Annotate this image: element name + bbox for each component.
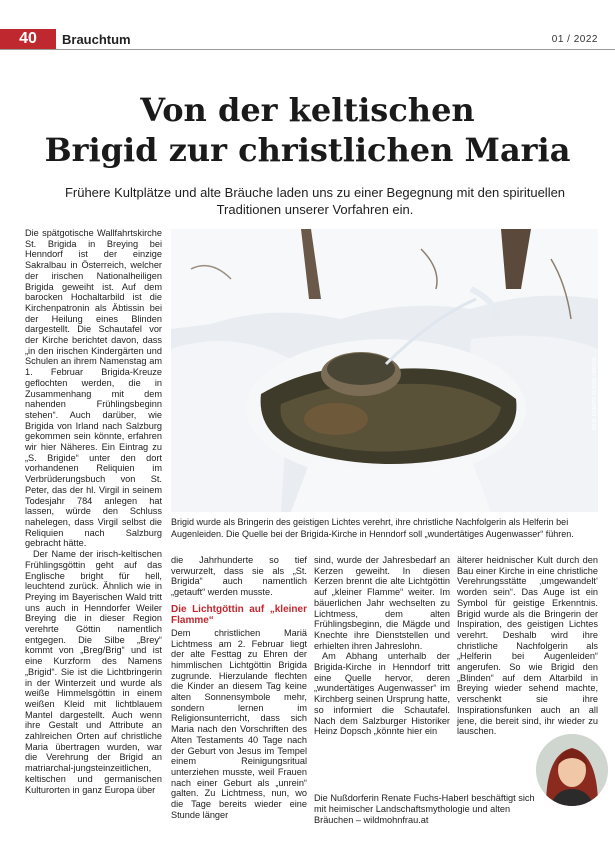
paragraph: sind, wurde der Jahresbedarf an Kerzen geweiht. In diesen Kerzen brennt die alte Lichtgöttin auf „kleiner Flamme“ weiter. Im bäuerlichen Jahr wechselten zu Lichtmess, dem alten Frühlingsbeginn, die Mägde und Knechte ihre Dienststellen und erhielten ihren Jahreslohn. xyxy=(314,555,450,651)
author-note: Die Nußdorferin Renate Fuchs-Haberl beschäftigt sich mit heimischer Landschaftsmythologie und alten Bräuchen – wildmohnfrau.at xyxy=(314,793,535,825)
paragraph: Am Abhang unterhalb der Brigida-Kirche in Henndorf tritt eine Quelle hervor, deren „wundertätiges Augenwasser“ im Kirchberg seinen Ursprung hatte, so informiert die Schautafel. Nach dem Salzburger Historiker Heinz Dopsch „könnte hier ein xyxy=(314,651,450,737)
header-divider xyxy=(0,49,615,50)
section-heading: Die Lichtgöttin auf „kleiner Flamme“ xyxy=(171,603,307,626)
article-headline xyxy=(0,90,615,170)
paragraph: Die spätgotische Wallfahrtskirche St. Brigida in Breying bei Henndorf ist der einzige Sakralbau in Österreich, welcher der irischen Nationalheiligen Brigida geweiht ist. Auf dem barocken Hochaltarbild ist die Kirchenpatronin als Äbtissin bei der Heilung eines Blinden dargestellt. Die Schautafel vor der Kirche berichtet davon, dass „in den irischen Kindergärten und Schulen an ihrem Namenstag am 1. Februar Brigida-Kreuze geflochten werden, die in Zusammenhang mit dem nahenden Frühlingsbeginn stehen“. Auch darüber, wie Brigida von Irland nach Salzburg gekommen sein könnte, erfahren wir hier Näheres. Ein Eintrag zu „S. Brigide“ unter den dort vorhandenen Reliquien im Verbrüderungsbuch von St. Peter, das der hl. Virgil in seinem Todesjahr 784 anlegen hat lassen, würde den Schluss nahelegen, dass Virgil selbst die Reliquien nach Salzburg gebracht hätte. xyxy=(25,228,162,549)
paragraph: Der Name der irisch-keltischen Frühlingsgöttin geht auf das Englische bright für hell, leuchtend zurück. Ähnlich wie in Preying im Bayerischen Wald tritt uns auch in Henndorfer Weiler Breying die in dieser Region verehrte Göttin namentlich entgegen. Die Silbe „Brey“ kommt von „Breg/Brig“ und ist eine Kurzform des Namens „Brigid“. Sie ist die Lichtbringerin in der Winterzeit und wurde als weiße Himmelsgöttin in einem weißen Kleid mit lichtblauem Mantel dargestellt. Auch wenn ihre Gestalt und Attribute an zahlreichen Orten auf christliche Maria übertragen wurden, war die Verehrung der Brigid an matriarchal-jungsteinzeitlichen, keltischen und germanischen Kulturorten in ganz Europa über xyxy=(25,549,162,795)
paragraph: Dem christlichen Mariä Lichtmess am 2. Februar liegt der alte Festtag zu Ehren der himmlischen Lichtgöttin Brigida zugrunde. Hierzulande flechten die Kinder an diesem Tag keine alten Sonnensymbole mehr, sondern lernen im Religionsunterricht, dass sich Maria nach den Vorschriften des Alten Testaments 40 Tage nach der Geburt von Jesus im Tempel einem Reinigungsritual unterziehen musste, weil Frauen nach einer Geburt als „unrein“ galten. Zu Lichtmess, nun, wo die Tage bereits wieder eine Stunde länger xyxy=(171,627,307,820)
author-portrait-illustration xyxy=(536,734,608,806)
article-photo xyxy=(171,229,598,512)
headline-line-2: Brigid zur christlichen Maria xyxy=(44,131,571,169)
text-column-4 xyxy=(457,555,598,737)
spring-photo-illustration xyxy=(171,229,598,512)
photo-credit: BILD: RENATE FUCHS-HABERL xyxy=(592,355,598,430)
text-column-1 xyxy=(25,228,162,795)
page-header xyxy=(0,0,615,48)
section-title: Brauchtum xyxy=(62,32,131,47)
paragraph: älterer heidnischer Kult durch den Bau einer Kirche in eine christliche Verehrungsstätte ‚umgewandelt‘ worden sein“. Das Auge ist ein Symbol für geistige Erkenntnis. Brigid wurde als die Bringerin der Inspiration, des geistigen Lichtes verehrt. Deshalb wird ihre christliche Nachfolgerin als „Helferin bei Augenleiden“ angerufen. So wie Brigid den „Blinden“ auf dem Altarbild in Breying wieder sehend machte, verschenkt sie ihre Inspirationsfunken auch an all jene, die bereit sind, ihr wieder zu lauschen. xyxy=(457,555,598,737)
photo-caption: Brigid wurde als Bringerin des geistigen Lichtes verehrt, ihre christliche Nachfolgerin als Helferin bei Augenleiden. Die Quelle bei der Brigida-Kirche in Henndorf soll „wundertätiges Augenwasser“ führen. xyxy=(171,517,574,539)
page-number: 40 xyxy=(0,29,56,49)
article-subtitle: Frühere Kultplätze und alte Bräuche laden uns zu einer Begegnung mit den spirituellen Traditionen unserer Vorfahren ein. xyxy=(64,185,566,217)
text-column-3 xyxy=(314,555,450,737)
headline-line-1: Von der keltischen xyxy=(140,91,475,129)
author-avatar xyxy=(536,734,608,806)
issue-label: 01 / 2022 xyxy=(551,34,598,45)
text-column-2 xyxy=(171,555,307,820)
paragraph: die Jahrhunderte so tief verwurzelt, dass sie als „St. Brigida“ auch namentlich „getauft“ werden musste. xyxy=(171,555,307,598)
